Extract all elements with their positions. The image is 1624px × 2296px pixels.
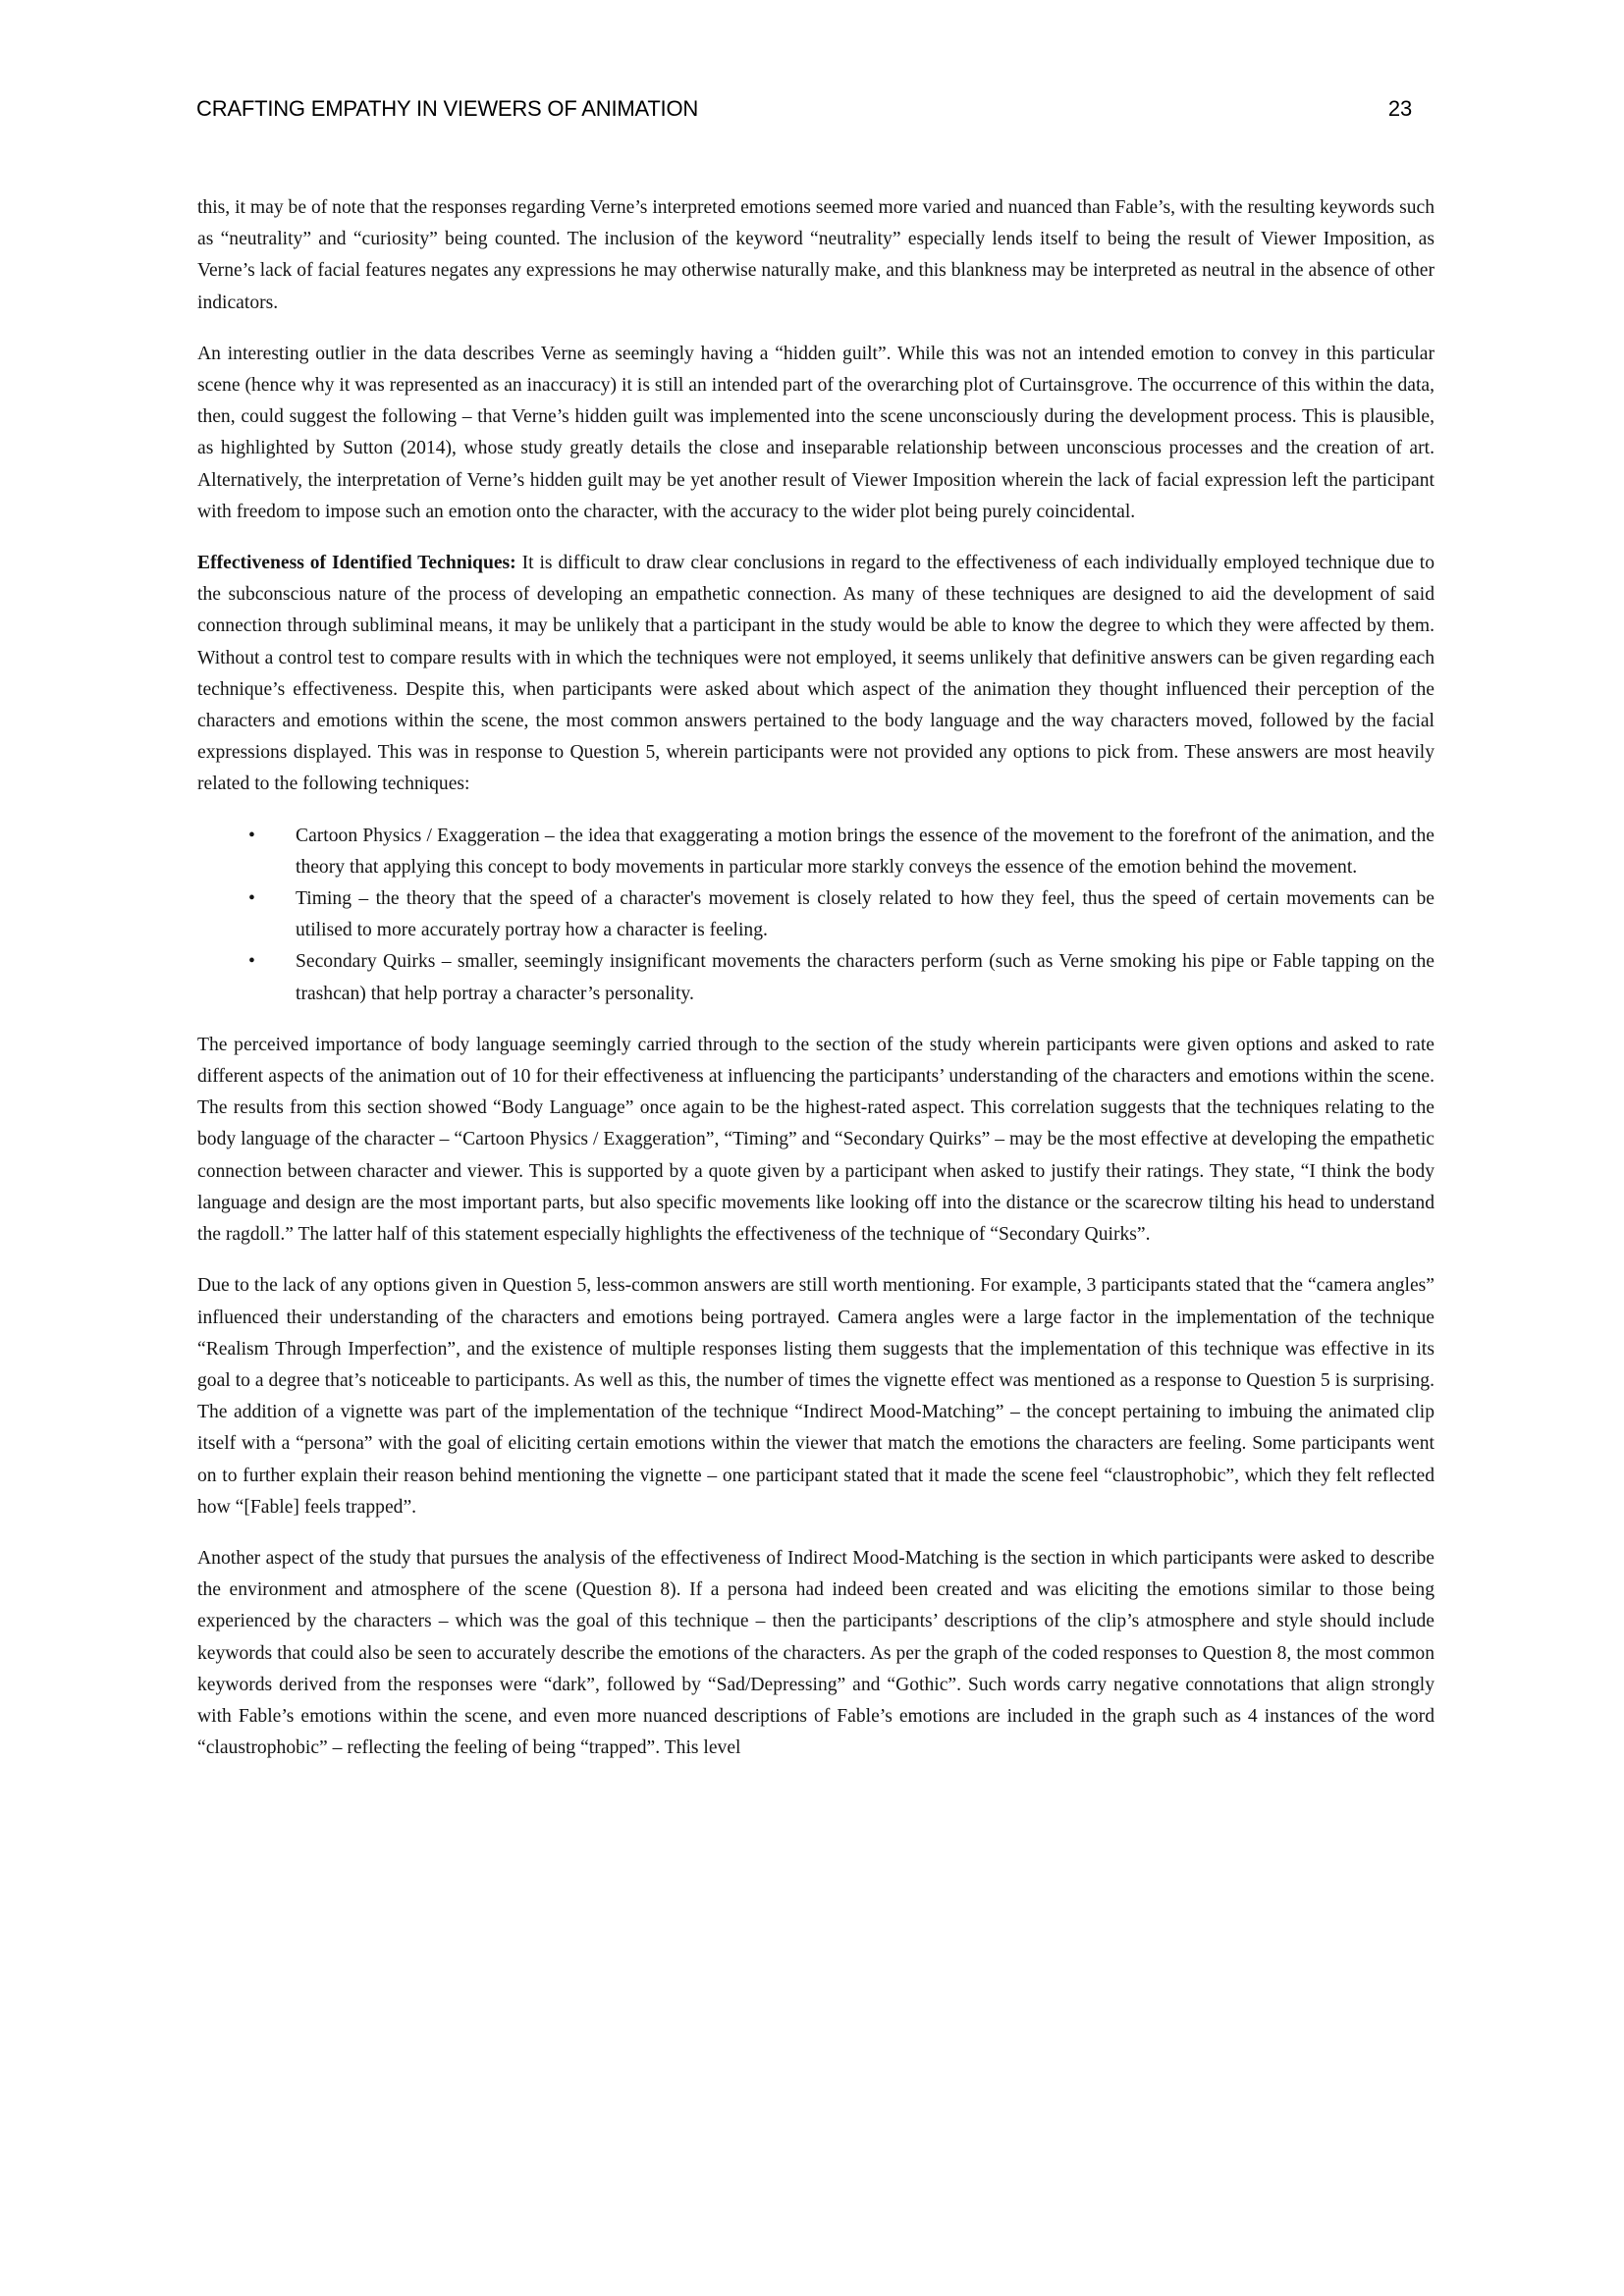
techniques-list [197,821,1435,1010]
paragraph-verne-emotions: this, it may be of note that the responses regarding Verne’s interpreted emotions seemed more varied and nuanced than Fable’s, with the resulting keywords such as “neutrality” and “curiosity” being counted. The inclusion of the keyword “neutrality” especially lends itself to being the result of Viewer Imposition, as Verne’s lack of facial features negates any expressions he may otherwise naturally make, and this blankness may be interpreted as neutral in the absence of other indicators. [197,197,1435,313]
section-heading-effectiveness: Effectiveness of Identified Techniques: [197,553,516,574]
list-item-secondary-quirks [197,946,1435,1009]
bullet-icon: • [248,888,255,910]
paragraph-camera-vignette: Due to the lack of any options given in Question 5, less-common answers are still worth mentioning. For example, 3 participants stated that the “camera angles” influenced their understanding of the characters and emotions being portrayed. Camera angles were a large factor in the implementation of the technique “Realism Through Imperfection”, and the existence of multiple responses listing them suggests that the implementation of this technique was effective in its goal to a degree that’s noticeable to participants. As well as this, the number of times the vignette effect was mentioned as a response to Question 5 is surprising. The addition of a vignette was part of the implementation of the technique “Indirect Mood-Matching” – the concept pertaining to imbuing the animated clip itself with a “persona” with the goal of eliciting certain emotions within the viewer that match the emotions the characters are feeling. Some participants went on to further explain their reason behind mentioning the vignette – one participant stated that it made the scene feel “claustrophobic”, which they felt reflected how “[Fable] feels trapped”. [197,1275,1435,1518]
page-header [196,96,1414,126]
paragraph-mood-matching: Another aspect of the study that pursues the analysis of the effectiveness of Indirect Mood-Matching is the section in which participants were asked to describe the environment and atmosphere of the scene (Question 8). If a persona had indeed been created and was eliciting the emotions similar to those being experienced by the characters – which was the goal of this technique – then the participants’ descriptions of the clip’s atmosphere and style should include keywords that could also be seen to accurately describe the emotions of the characters. As per the graph of the coded responses to Question 8, the most common keywords derived from the responses were “dark”, followed by “Sad/Depressing” and “Gothic”. Such words carry negative connotations that align strongly with Fable’s emotions within the scene, and even more nuanced descriptions of Fable’s emotions are included in the graph such as 4 instances of the word “claustrophobic” – reflecting the feeling of being “trapped”. This level [197,1547,1435,1759]
page-number: 23 [1387,96,1412,121]
bullet-icon: • [248,951,255,973]
bullet-icon: • [248,825,255,846]
list-item-timing [197,883,1435,946]
running-head: CRAFTING EMPATHY IN VIEWERS OF ANIMATION [196,96,699,121]
list-item-cartoon-physics [197,821,1435,883]
list-item-text: Timing – the theory that the speed of a character's movement is closely related to how they feel, thus the speed of certain movements can be utilised to more accurately portray how a character is feeling. [296,888,1435,941]
document-body [197,192,1435,1784]
paragraph-hidden-guilt: An interesting outlier in the data describes Verne as seemingly having a “hidden guilt”. While this was not an intended emotion to convey in this particular scene (hence why it was represented as an inaccuracy) it is still an intended part of the overarching plot of Curtainsgrove. The occurrence of this within the data, then, could suggest the following – that Verne’s hidden guilt was implemented into the scene unconsciously during the development process. This is plausible, as highlighted by Sutton (2014), whose study greatly details the close and inseparable relationship between unconscious processes and the creation of art. Alternatively, the interpretation of Verne’s hidden guilt may be yet another result of Viewer Imposition wherein the lack of facial expression left the participant with freedom to impose such an emotion onto the character, with the accuracy to the wider plot being purely coincidental. [197,343,1435,522]
list-item-text: Cartoon Physics / Exaggeration – the idea that exaggerating a motion brings the essence of the movement to the forefront of the animation, and the theory that applying this concept to body movements in particular more starkly conveys the essence of the emotion behind the movement. [296,825,1435,878]
list-item-text: Secondary Quirks – smaller, seemingly insignificant movements the characters perform (such as Verne smoking his pipe or Fable tapping on the trashcan) that help portray a character’s personality. [296,951,1435,1004]
paragraph-body-language: The perceived importance of body language seemingly carried through to the section of the study wherein participants were given options and asked to rate different aspects of the animation out of 10 for their effectiveness at influencing the participants’ understanding of the characters and emotions within the scene. The results from this section showed “Body Language” once again to be the highest-rated aspect. This correlation suggests that the techniques relating to the body language of the character – “Cartoon Physics / Exaggeration”, “Timing” and “Secondary Quirks” – may be the most effective at developing the empathetic connection between character and viewer. This is supported by a quote given by a participant when asked to justify their ratings. They state, “I think the body language and design are the most important parts, but also specific movements like looking off into the distance or the scarecrow tilting his head to understand the ragdoll.” The latter half of this statement especially highlights the effectiveness of the technique of “Secondary Quirks”. [197,1034,1435,1246]
paragraph-effectiveness-text: It is difficult to draw clear conclusions in regard to the effectiveness of each individually employed technique due to the subconscious nature of the process of developing an empathetic connection. As many of these techniques are designed to aid the development of said connection through subliminal means, it may be unlikely that a participant in the study would be able to know the degree to which they were affected by them. Without a control test to compare results with in which the techniques were not employed, it seems unlikely that definitive answers can be given regarding each technique’s effectiveness. Despite this, when participants were asked about which aspect of the animation they thought influenced their perception of the characters and emotions within the scene, the most common answers pertained to the body language and the way characters moved, followed by the facial expressions displayed. This was in response to Question 5, wherein participants were not provided any options to pick from. These answers are most heavily related to the following techniques: [197,553,1435,795]
paragraph-effectiveness [197,548,1435,801]
